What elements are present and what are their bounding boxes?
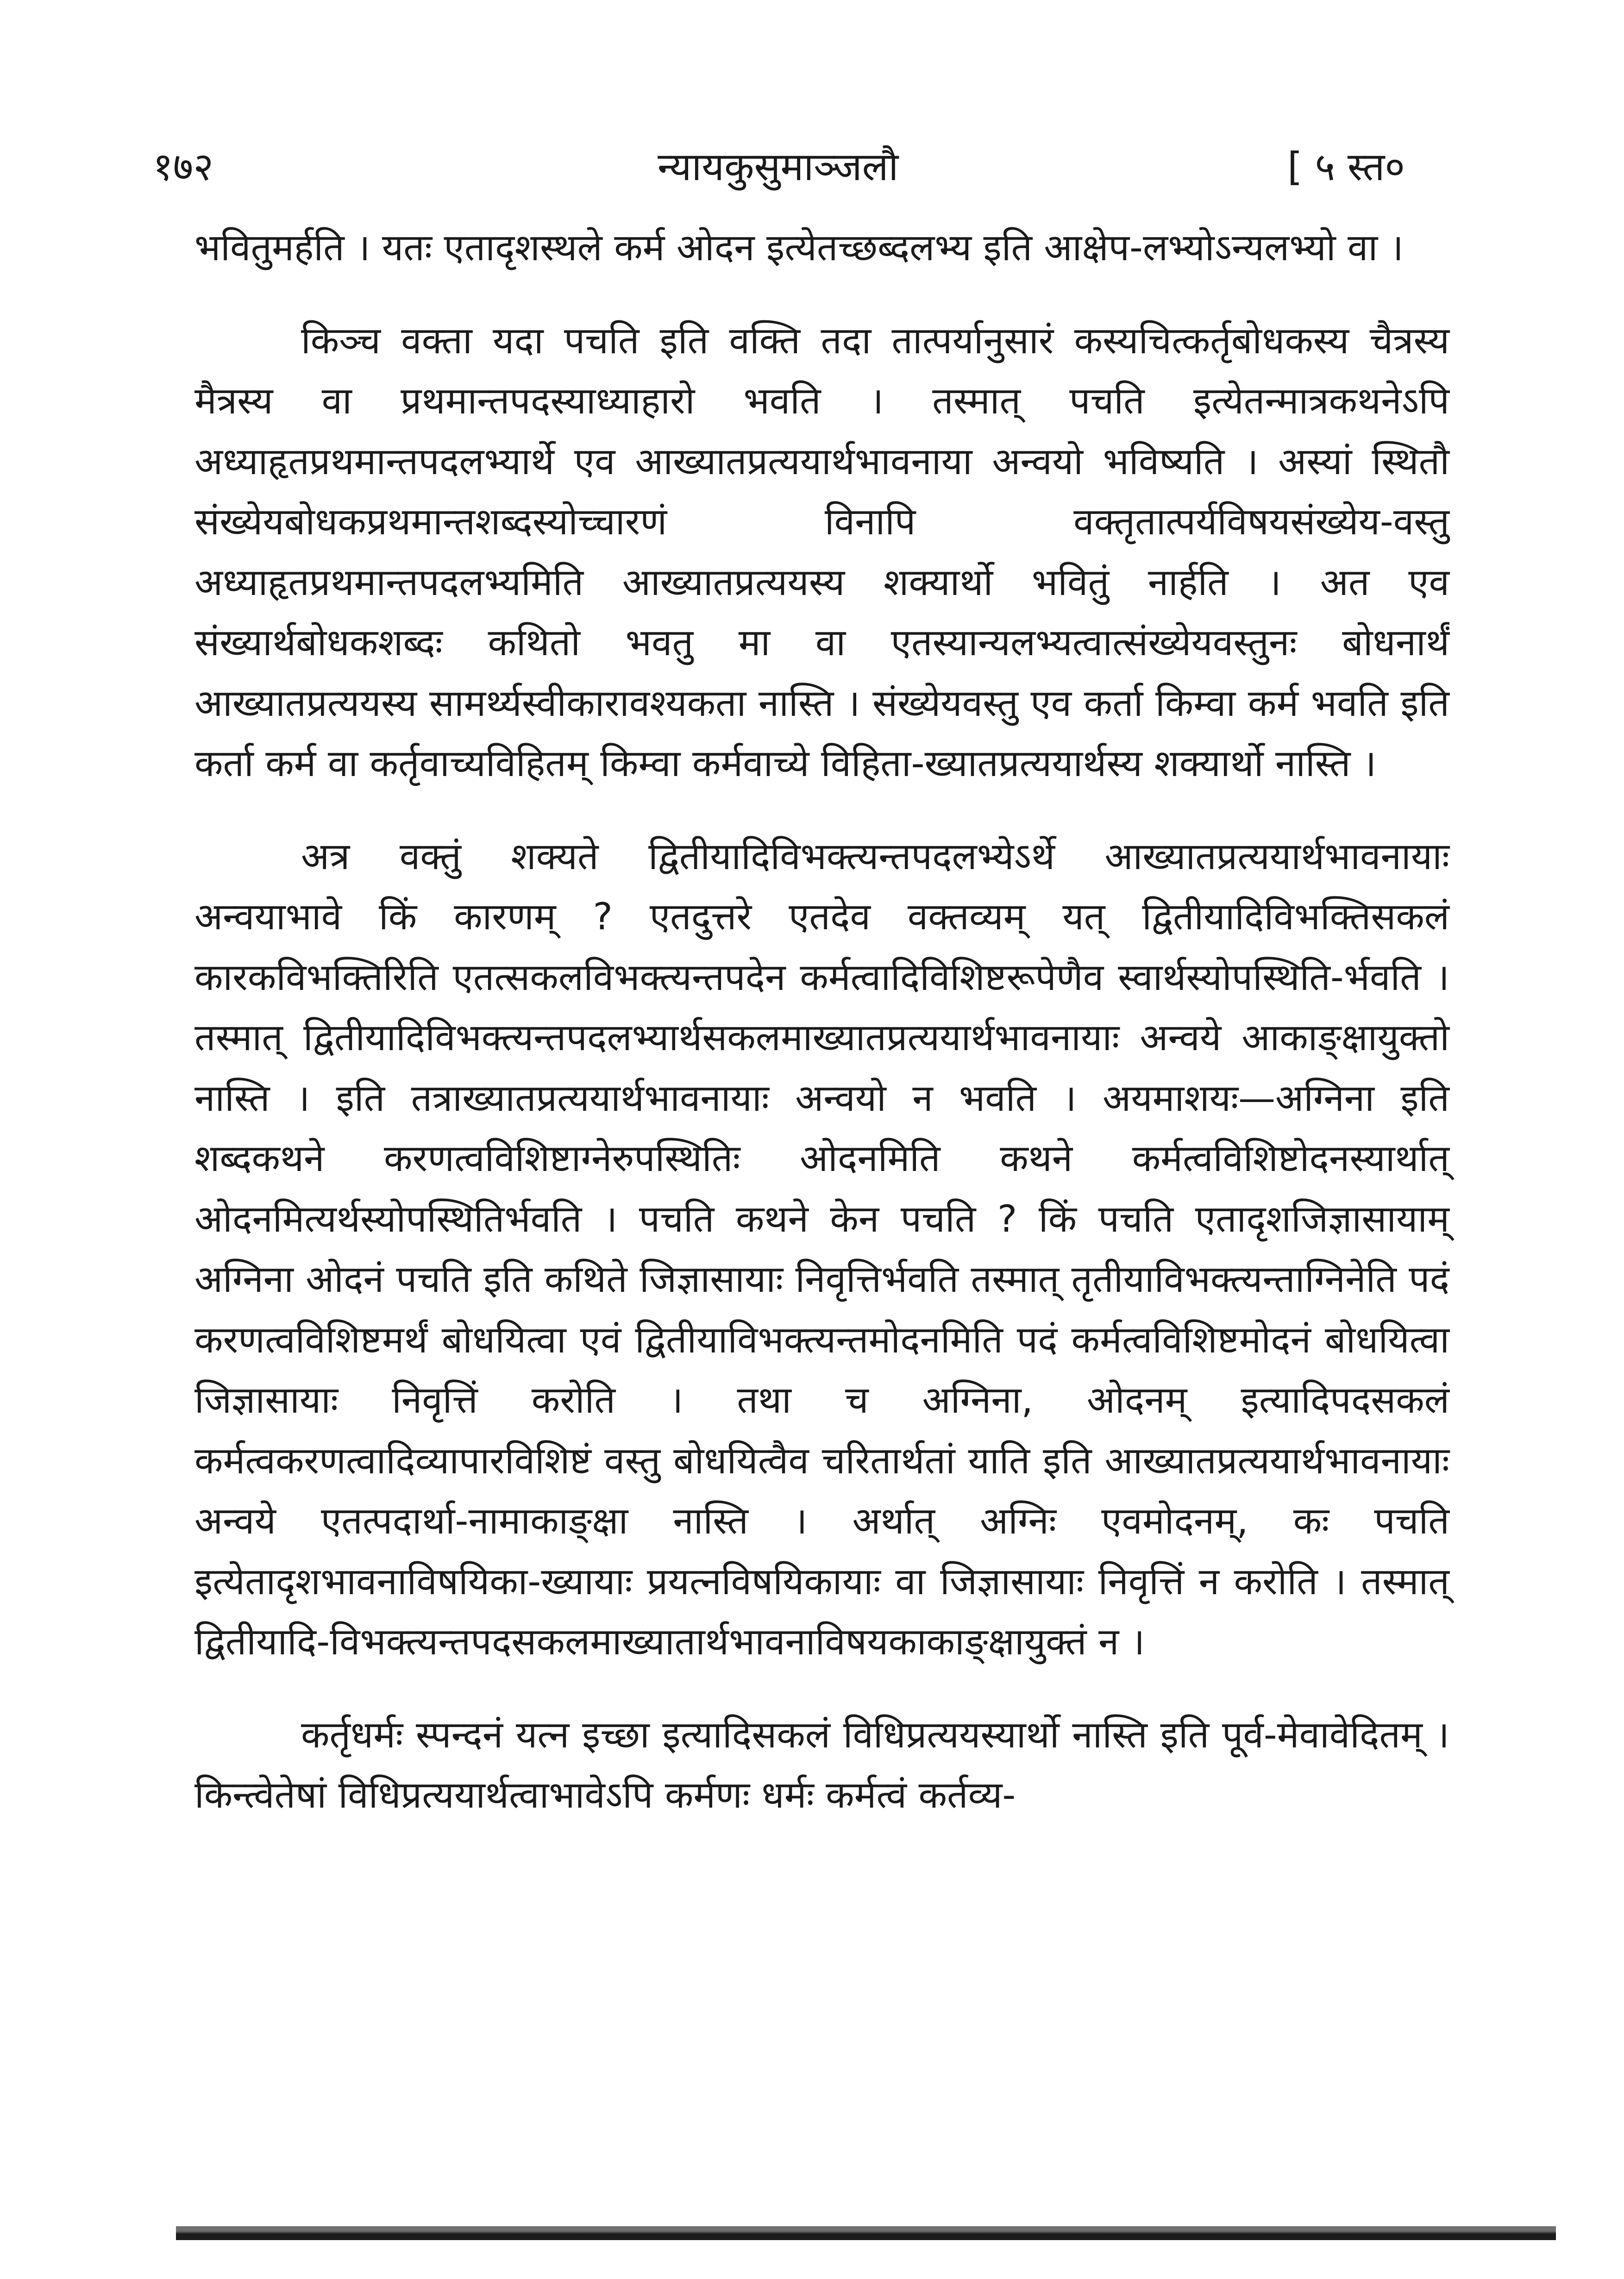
paragraph-4: कर्तृधर्मः स्पन्दनं यत्न इच्छा इत्यादिसकलं विधिप्रत्ययस्यार्थो नास्ति इति पूर्व-मेवावेदितम् । किन्त्वेतेषां विधिप्रत्ययार्थत्वाभावेऽपि कर्मणः धर्मः कर्मत्वं कर्तव्य- bbox=[194, 1713, 1449, 1816]
paragraph-1: भवितुमर्हति । यतः एतादृशस्थले कर्म ओदन इत्येतच्छब्दलभ्य इति आक्षेप-लभ्योऽन्यलभ्यो वा । bbox=[194, 226, 1404, 269]
section-marker: [ ५ स्त० bbox=[1287, 144, 1405, 189]
paragraph-2: किञ्च वक्ता यदा पचति इति वक्ति तदा तात्पर्यानुसारं कस्यचित्कर्तृबोधकस्य चैत्रस्य मैत्रस्य वा प्रथमान्तपदस्याध्याहारो भवति । तस्मात् पचति इत्येतन्मात्रकथनेऽपि अध्याहृतप्रथमान्तपदलभ्यार्थे एव आख्यातप्रत्ययार्थभावनाया अन्वयो भविष्यति । अस्यां स्थितौ संख्येयबोधकप्रथमान्तशब्दस्योच्चारणं विनापि वक्तृतात्पर्यविषयसंख्येय-वस्तु अध्याहृतप्रथमान्तपदलभ्यमिति आख्यातप्रत्ययस्य शक्यार्थो भवितुं नार्हति । अत एव संख्यार्थबोधकशब्दः कथितो भवतु मा वा एतस्यान्यलभ्यत्वात्संख्येयवस्तुनः बोधनार्थं आख्यातप्रत्ययस्य सामर्थ्यस्वीकारावश्यकता नास्ति । संख्येयवस्तु एव कर्ता किम्वा कर्म भवति इति कर्ता कर्म वा कर्तृवाच्यविहितम् किम्वा कर्मवाच्ये विहिता-ख्यातप्रत्ययार्थस्य शक्यार्थो नास्ति । bbox=[194, 319, 1450, 785]
page-number: १७२ bbox=[153, 144, 214, 189]
paragraph-3: अत्र वक्तुं शक्यते द्वितीयादिविभक्त्यन्तपदलभ्येऽर्थे आख्यातप्रत्ययार्थभावनायाः अन्वयाभावे किं कारणम् ? एतदुत्तरे एतदेव वक्तव्यम् यत् द्वितीयादिविभक्तिसकलं कारकविभक्तिरिति एतत्सकलविभक्त्यन्तपदेन कर्मत्वादिविशिष्टरूपेणैव स्वार्थस्योपस्थिति-र्भवति । तस्मात् द्वितीयादिविभक्त्यन्तपदलभ्यार्थसकलमाख्यातप्रत्ययार्थभावनायाः अन्वये आकाङ्क्षायुक्तो नास्ति । इति तत्राख्यातप्रत्ययार्थभावनायाः अन्वयो न भवति । अयमाशयः—अग्निना इति शब्दकथने करणत्वविशिष्टाग्नेरुपस्थितिः ओदनमिति कथने कर्मत्वविशिष्टोदनस्यार्थात् ओदनमित्यर्थस्योपस्थितिर्भवति । पचति कथने केन पचति ? किं पचति एतादृशजिज्ञासायाम् अग्निना ओदनं पचति इति कथिते जिज्ञासायाः निवृत्तिर्भवति तस्मात् तृतीयाविभक्त्यन्ताग्निनेति पदं करणत्वविशिष्टमर्थं बोधयित्वा एवं द्वितीयाविभक्त्यन्तमोदनमिति पदं कर्मत्वविशिष्टमोदनं बोधयित्वा जिज्ञासायाः निवृत्तिं करोति । तथा च अग्निना, ओदनम् इत्यादिपदसकलं कर्मत्वकरणत्वादिव्यापारविशिष्टं वस्तु बोधयित्वैव चरितार्थतां याति इति आख्यातप्रत्ययार्थभावनायाः अन्वये एतत्पदार्था-नामाकाङ्क्षा नास्ति । अर्थात् अग्निः एवमोदनम्, कः पचति इत्येतादृशभावनाविषयिका-ख्यायाः प्रयत्नविषयिकायाः वा जिज्ञासायाः निवृत्तिं न करोति । तस्मात् द्वितीयादि-विभक्त्यन्तपदसकलमाख्यातार्थभावनाविषयकाकाङ्क्षायुक्तं न । bbox=[194, 834, 1449, 1663]
bottom-rule bbox=[176, 2226, 1556, 2240]
book-title: न्यायकुसुमाञ्जलौ bbox=[658, 144, 899, 189]
page-body bbox=[194, 218, 1449, 1826]
